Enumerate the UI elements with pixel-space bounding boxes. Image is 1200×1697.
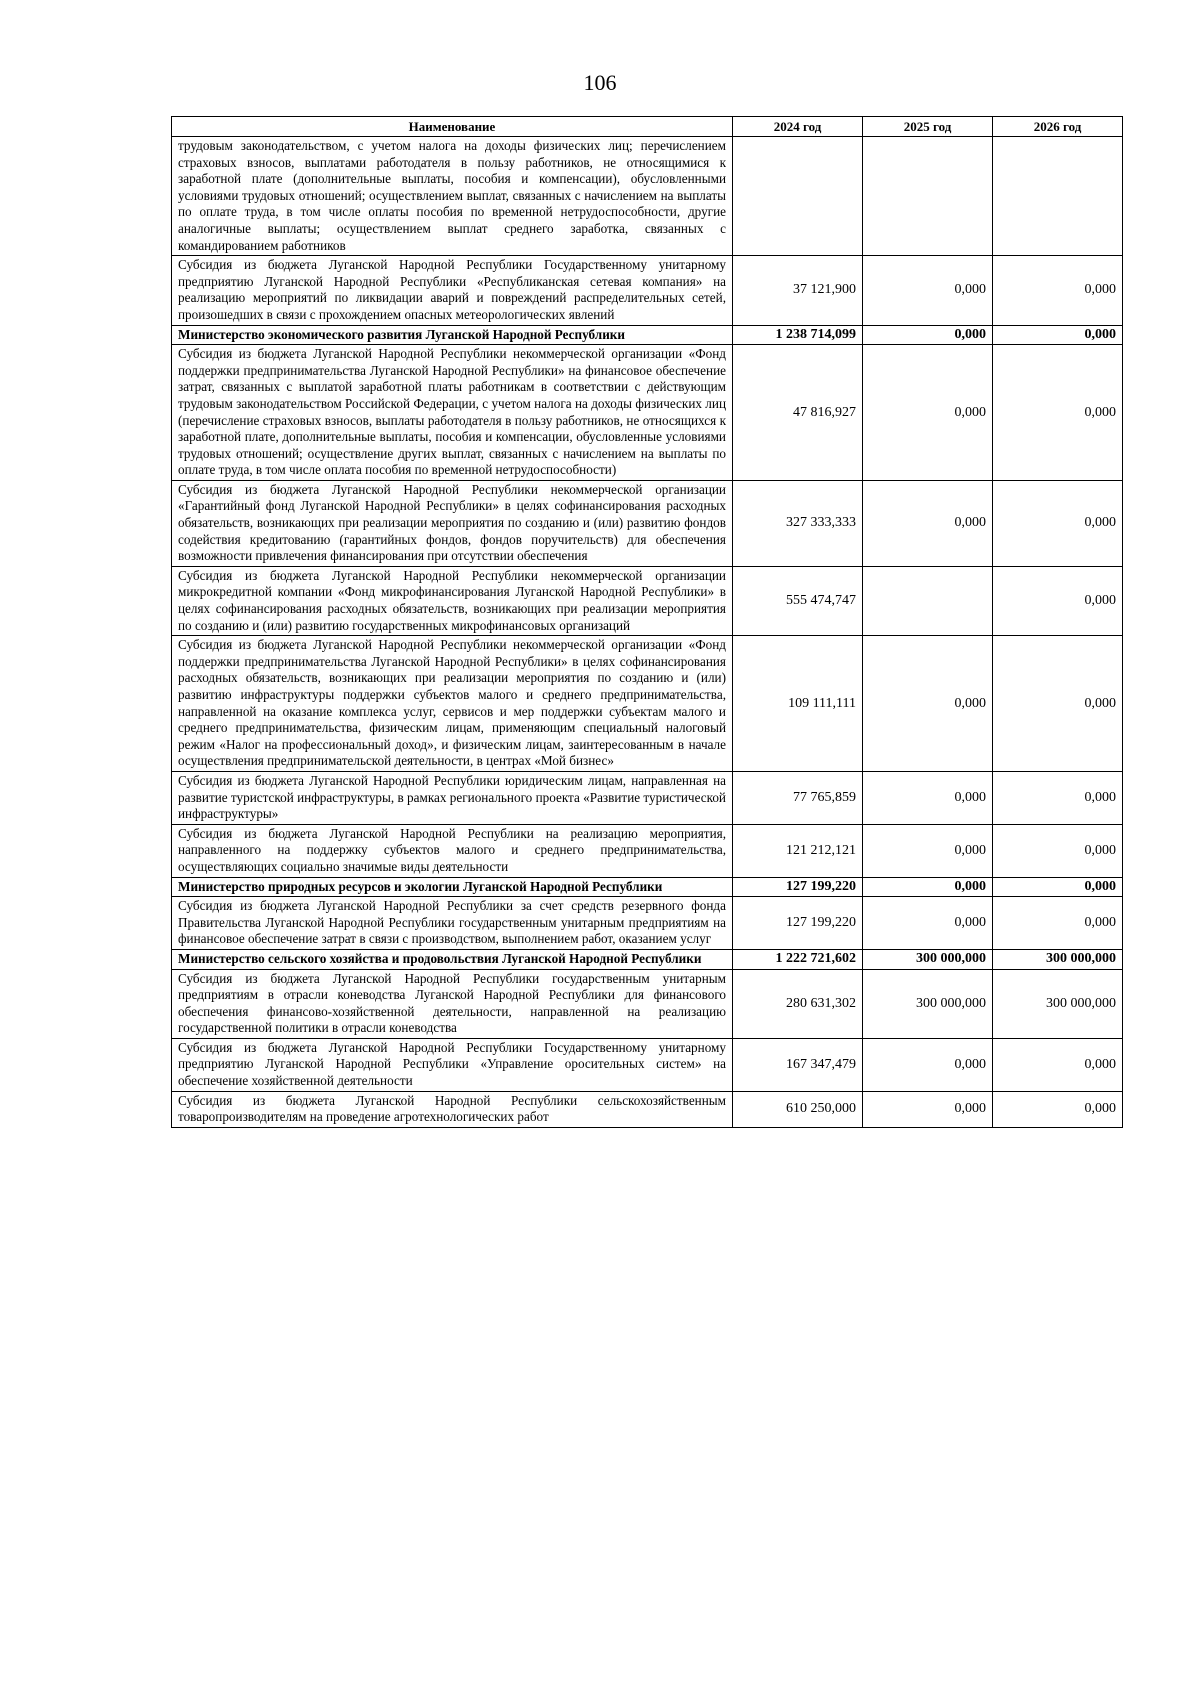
value-2025-cell: 0,000 <box>863 636 993 772</box>
value-2026-cell <box>993 137 1123 256</box>
value-2025-cell: 300 000,000 <box>863 949 993 969</box>
table-row <box>172 480 1123 566</box>
table-row <box>172 1038 1123 1091</box>
ministry-row <box>172 877 1123 897</box>
table-row <box>172 824 1123 877</box>
value-2024-cell: 127 199,220 <box>733 897 863 950</box>
value-2025-cell: 0,000 <box>863 256 993 325</box>
value-2026-cell: 0,000 <box>993 897 1123 950</box>
value-2026-cell: 300 000,000 <box>993 969 1123 1038</box>
row-name-cell: Субсидия из бюджета Луганской Народной Республики некоммерческой организации «Гарантийный фонд Луганской Народной Республики» в целях софинансирования расходных обязательств, возникающих при реализации мероприятия по созданию и (или) развитию фондов содействия кредитованию (гарантийных фондов, фондов поручительств) для обеспечения возможности привлечения финансирования при отсутствии обеспечения <box>172 480 733 566</box>
value-2026-cell: 0,000 <box>993 1091 1123 1127</box>
value-2024-cell: 127 199,220 <box>733 877 863 897</box>
row-name-cell: Министерство природных ресурсов и экологии Луганской Народной Республики <box>172 877 733 897</box>
value-2026-cell: 0,000 <box>993 480 1123 566</box>
row-name-cell: Субсидия из бюджета Луганской Народной Республики за счет средств резервного фонда Правительства Луганской Народной Республики государственным унитарным предприятиям на финансовое обеспечение затрат в связи с производством, выполнением работ, оказанием услуг <box>172 897 733 950</box>
table-row <box>172 137 1123 256</box>
row-name-cell: трудовым законодательством, с учетом налога на доходы физических лиц; перечислением страховых взносов, выплатами работодателя в пользу работников, не относящимися к заработной плате (дополнительные выплаты, пособия и компенсации), обусловленными условиями трудовых отношений; осуществлением выплат, связанных с начислением на выплаты по оплате труда, в том числе оплаты пособия по временной нетрудоспособности, другие аналогичные выплаты; осуществлением выплат среднего заработка, связанных с командированием работников <box>172 137 733 256</box>
table-header-row <box>172 117 1123 137</box>
row-name-cell: Субсидия из бюджета Луганской Народной Республики Государственному унитарному предприятию Луганской Народной Республики «Управление оросительных систем» на обеспечение хозяйственной деятельности <box>172 1038 733 1091</box>
value-2025-cell: 0,000 <box>863 897 993 950</box>
value-2024-cell: 37 121,900 <box>733 256 863 325</box>
value-2024-cell: 109 111,111 <box>733 636 863 772</box>
row-name-cell: Субсидия из бюджета Луганской Народной Республики некоммерческой организации «Фонд поддержки предпринимательства Луганской Народной Республики» в целях софинансирования расходных обязательств, возникающих при реализации мероприятия по созданию и (или) развитию инфраструктуры поддержки субъектов малого и среднего предпринимательства, направленной на оказание комплекса услуг, сервисов и мер поддержки субъектам малого и среднего предпринимательства, физическим лицам, применяющим специальный налоговый режим «Налог на профессиональный доход», и физическим лицам, заинтересованным в начале осуществления предпринимательской деятельности, в центрах «Мой бизнес» <box>172 636 733 772</box>
value-2026-cell: 0,000 <box>993 256 1123 325</box>
value-2026-cell: 0,000 <box>993 877 1123 897</box>
ministry-row <box>172 325 1123 345</box>
value-2026-cell: 300 000,000 <box>993 949 1123 969</box>
value-2024-cell: 610 250,000 <box>733 1091 863 1127</box>
row-name-cell: Субсидия из бюджета Луганской Народной Республики юридическим лицам, направленная на развитие туристской инфраструктуры, в рамках регионального проекта «Развитие туристической инфраструктуры» <box>172 771 733 824</box>
table-row <box>172 345 1123 481</box>
row-name-cell: Субсидия из бюджета Луганской Народной Республики некоммерческой организации «Фонд поддержки предпринимательства Луганской Народной Республики» на финансовое обеспечение затрат, связанных с выплатой заработной платы работникам в соответствии с действующим трудовым законодательством Российской Федерации, с учетом налога на доходы физических лиц (перечисление страховых взносов, выплаты работодателя в пользу работников, не относящихся к заработной плате, дополнительные выплаты, пособия и компенсации, обусловленные условиями трудовых отношений; осуществление других выплат, связанных с начислением на выплаты по оплате труда, в том числе оплата пособия по временной нетрудоспособности) <box>172 345 733 481</box>
table-row <box>172 636 1123 772</box>
value-2026-cell: 0,000 <box>993 824 1123 877</box>
ministry-row <box>172 949 1123 969</box>
value-2026-cell: 0,000 <box>993 771 1123 824</box>
value-2025-cell <box>863 566 993 635</box>
table-row <box>172 771 1123 824</box>
value-2025-cell: 0,000 <box>863 345 993 481</box>
value-2024-cell <box>733 137 863 256</box>
table-row <box>172 256 1123 325</box>
value-2024-cell: 280 631,302 <box>733 969 863 1038</box>
value-2025-cell: 0,000 <box>863 1091 993 1127</box>
value-2024-cell: 1 238 714,099 <box>733 325 863 345</box>
row-name-cell: Субсидия из бюджета Луганской Народной Республики некоммерческой организации микрокредитной компании «Фонд микрофинансирования Луганской Народной Республики» в целях софинансирования расходных обязательств, возникающих при реализации мероприятия по созданию и (или) развитию государственных микрофинансовых организаций <box>172 566 733 635</box>
value-2025-cell: 0,000 <box>863 480 993 566</box>
value-2024-cell: 1 222 721,602 <box>733 949 863 969</box>
header-2024: 2024 год <box>733 117 863 137</box>
value-2026-cell: 0,000 <box>993 1038 1123 1091</box>
value-2025-cell: 0,000 <box>863 824 993 877</box>
header-name: Наименование <box>172 117 733 137</box>
value-2026-cell: 0,000 <box>993 345 1123 481</box>
value-2025-cell: 300 000,000 <box>863 969 993 1038</box>
value-2024-cell: 167 347,479 <box>733 1038 863 1091</box>
header-2025: 2025 год <box>863 117 993 137</box>
value-2025-cell <box>863 137 993 256</box>
value-2024-cell: 77 765,859 <box>733 771 863 824</box>
table-row <box>172 897 1123 950</box>
value-2025-cell: 0,000 <box>863 325 993 345</box>
row-name-cell: Министерство сельского хозяйства и продовольствия Луганской Народной Республики <box>172 949 733 969</box>
value-2026-cell: 0,000 <box>993 566 1123 635</box>
budget-table <box>171 116 1123 1128</box>
row-name-cell: Субсидия из бюджета Луганской Народной Республики на реализацию мероприятия, направленного на поддержку субъектов малого и среднего предпринимательства, осуществляющих социально значимые виды деятельности <box>172 824 733 877</box>
table-row <box>172 1091 1123 1127</box>
value-2026-cell: 0,000 <box>993 325 1123 345</box>
table-row <box>172 969 1123 1038</box>
row-name-cell: Субсидия из бюджета Луганской Народной Республики сельскохозяйственным товаропроизводителям на проведение агротехнологических работ <box>172 1091 733 1127</box>
row-name-cell: Субсидия из бюджета Луганской Народной Республики государственным унитарным предприятиям в отрасли коневодства Луганской Народной Республики для финансового обеспечения финансово-хозяйственной деятельности, направленной на реализацию государственной политики в отрасли коневодства <box>172 969 733 1038</box>
row-name-cell: Министерство экономического развития Луганской Народной Республики <box>172 325 733 345</box>
value-2024-cell: 555 474,747 <box>733 566 863 635</box>
table-body <box>172 137 1123 1128</box>
table-row <box>172 566 1123 635</box>
value-2024-cell: 327 333,333 <box>733 480 863 566</box>
value-2025-cell: 0,000 <box>863 771 993 824</box>
value-2024-cell: 47 816,927 <box>733 345 863 481</box>
page-number: 106 <box>583 70 617 95</box>
row-name-cell: Субсидия из бюджета Луганской Народной Республики Государственному унитарному предприятию Луганской Народной Республики «Республиканская сетевая компания» на реализацию мероприятий по ликвидации аварий и повреждений распределительных сетей, произошедших в связи с прохождением опасных метеорологических явлений <box>172 256 733 325</box>
value-2025-cell: 0,000 <box>863 877 993 897</box>
value-2025-cell: 0,000 <box>863 1038 993 1091</box>
header-2026: 2026 год <box>993 117 1123 137</box>
value-2026-cell: 0,000 <box>993 636 1123 772</box>
value-2024-cell: 121 212,121 <box>733 824 863 877</box>
